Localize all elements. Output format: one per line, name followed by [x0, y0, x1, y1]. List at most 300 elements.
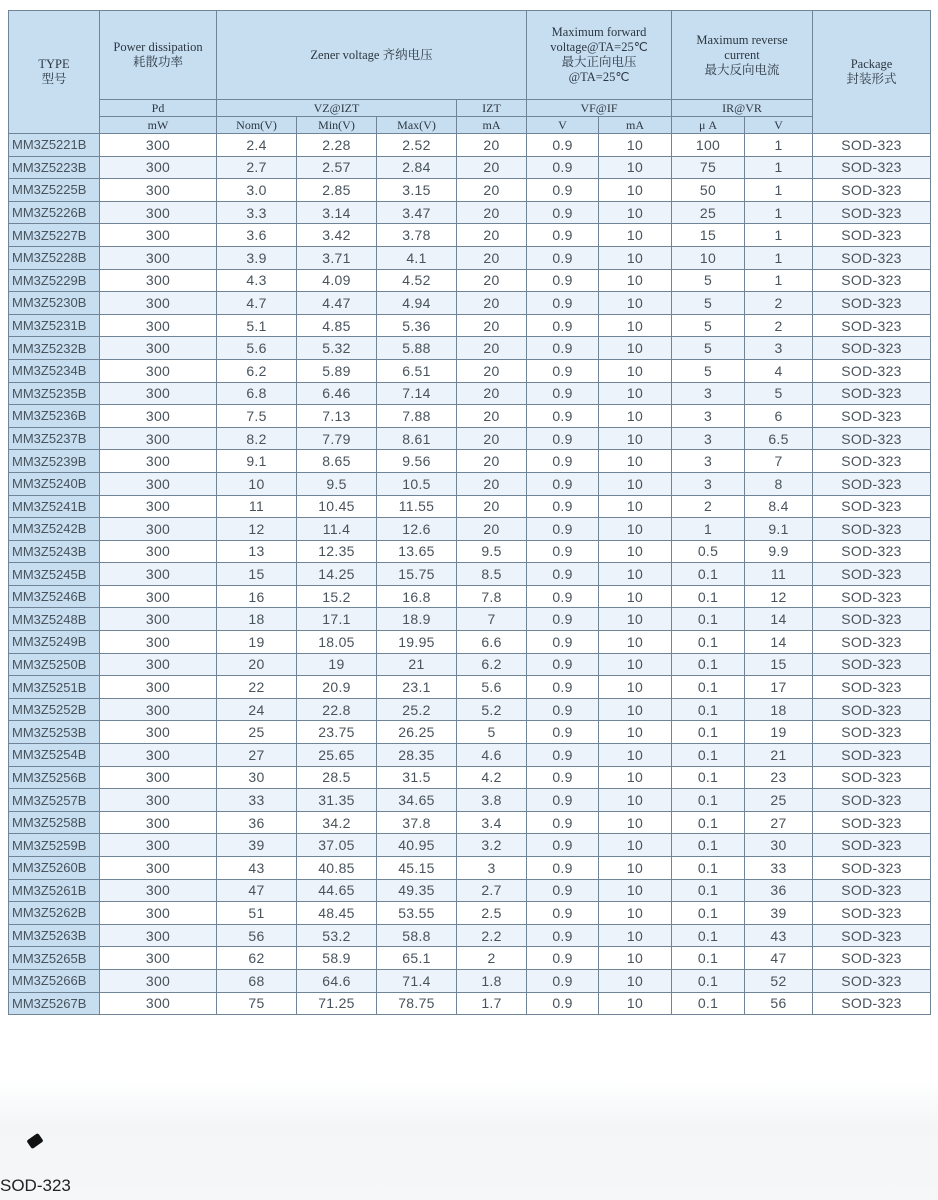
cell-vz-nom: 30 — [217, 766, 297, 789]
cell-izt: 20 — [457, 427, 527, 450]
table-row — [9, 585, 931, 608]
table-row — [9, 879, 931, 902]
cell-ir: 0.1 — [672, 585, 745, 608]
cell-type: MM3Z5241B — [9, 495, 100, 518]
unit-vr: V — [745, 117, 813, 134]
cell-vz-min: 7.13 — [297, 405, 377, 428]
symbol-pd: Pd — [100, 100, 217, 117]
cell-izt: 7.8 — [457, 585, 527, 608]
cell-vz-max: 26.25 — [377, 721, 457, 744]
cell-vz-max: 2.84 — [377, 156, 457, 179]
cell-vz-min: 14.25 — [297, 563, 377, 586]
cell-izt: 9.5 — [457, 540, 527, 563]
table-row — [9, 292, 931, 315]
cell-vz-max: 78.75 — [377, 992, 457, 1015]
cell-vf: 0.9 — [527, 450, 599, 473]
cell-izt: 20 — [457, 156, 527, 179]
cell-vz-nom: 24 — [217, 698, 297, 721]
table-row — [9, 857, 931, 880]
cell-type: MM3Z5253B — [9, 721, 100, 744]
cell-if: 10 — [599, 857, 672, 880]
cell-vz-min: 4.47 — [297, 292, 377, 315]
cell-type: MM3Z5254B — [9, 744, 100, 767]
cell-izt: 20 — [457, 472, 527, 495]
cell-vr: 12 — [745, 585, 813, 608]
cell-if: 10 — [599, 472, 672, 495]
cell-vz-nom: 15 — [217, 563, 297, 586]
cell-ir: 0.1 — [672, 676, 745, 699]
cell-if: 10 — [599, 969, 672, 992]
cell-if: 10 — [599, 789, 672, 812]
table-row — [9, 472, 931, 495]
cell-vr: 1 — [745, 246, 813, 269]
cell-package: SOD-323 — [813, 472, 931, 495]
cell-vz-max: 37.8 — [377, 811, 457, 834]
cell-pd: 300 — [100, 427, 217, 450]
cell-vz-min: 53.2 — [297, 924, 377, 947]
cell-izt: 1.7 — [457, 992, 527, 1015]
cell-izt: 20 — [457, 359, 527, 382]
cell-vr: 14 — [745, 631, 813, 654]
cell-ir: 0.1 — [672, 744, 745, 767]
cell-type: MM3Z5225B — [9, 179, 100, 202]
cell-izt: 4.2 — [457, 766, 527, 789]
cell-type: MM3Z5260B — [9, 857, 100, 880]
cell-vf: 0.9 — [527, 246, 599, 269]
cell-vz-min: 23.75 — [297, 721, 377, 744]
cell-vz-max: 28.35 — [377, 744, 457, 767]
cell-vf: 0.9 — [527, 427, 599, 450]
cell-vr: 36 — [745, 879, 813, 902]
cell-pd: 300 — [100, 382, 217, 405]
cell-vz-min: 28.5 — [297, 766, 377, 789]
cell-izt: 20 — [457, 314, 527, 337]
cell-vf: 0.9 — [527, 969, 599, 992]
cell-vf: 0.9 — [527, 631, 599, 654]
cell-package: SOD-323 — [813, 789, 931, 812]
symbol-vz: VZ@IZT — [217, 100, 457, 117]
cell-vz-min: 4.09 — [297, 269, 377, 292]
unit-min: Min(V) — [297, 117, 377, 134]
cell-ir: 0.1 — [672, 924, 745, 947]
cell-pd: 300 — [100, 924, 217, 947]
cell-vr: 9.1 — [745, 518, 813, 541]
cell-pd: 300 — [100, 292, 217, 315]
cell-vf: 0.9 — [527, 472, 599, 495]
cell-vz-max: 12.6 — [377, 518, 457, 541]
cell-type: MM3Z5261B — [9, 879, 100, 902]
cell-package: SOD-323 — [813, 969, 931, 992]
cell-vz-max: 49.35 — [377, 879, 457, 902]
cell-pd: 300 — [100, 518, 217, 541]
cell-type: MM3Z5248B — [9, 608, 100, 631]
cell-package: SOD-323 — [813, 857, 931, 880]
cell-vz-max: 45.15 — [377, 857, 457, 880]
table-row — [9, 789, 931, 812]
cell-pd: 300 — [100, 450, 217, 473]
cell-izt: 20 — [457, 405, 527, 428]
cell-ir: 5 — [672, 337, 745, 360]
col-header-package — [813, 11, 931, 134]
symbol-izt: IZT — [457, 100, 527, 117]
cell-if: 10 — [599, 902, 672, 925]
cell-if: 10 — [599, 179, 672, 202]
cell-vr: 23 — [745, 766, 813, 789]
cell-if: 10 — [599, 495, 672, 518]
cell-vz-max: 7.88 — [377, 405, 457, 428]
cell-vr: 56 — [745, 992, 813, 1015]
table-row — [9, 450, 931, 473]
cell-if: 10 — [599, 359, 672, 382]
cell-izt: 20 — [457, 382, 527, 405]
cell-izt: 1.8 — [457, 969, 527, 992]
cell-pd: 300 — [100, 540, 217, 563]
cell-package: SOD-323 — [813, 224, 931, 247]
cell-vz-max: 4.94 — [377, 292, 457, 315]
cell-ir: 5 — [672, 314, 745, 337]
cell-ir: 3 — [672, 450, 745, 473]
cell-vz-min: 3.71 — [297, 246, 377, 269]
pd-en: Power dissipation — [113, 40, 203, 54]
cell-type: MM3Z5237B — [9, 427, 100, 450]
cell-vz-nom: 4.3 — [217, 269, 297, 292]
cell-vz-min: 2.57 — [297, 156, 377, 179]
cell-if: 10 — [599, 269, 672, 292]
unit-nom: Nom(V) — [217, 117, 297, 134]
cell-ir: 3 — [672, 382, 745, 405]
cell-vr: 27 — [745, 811, 813, 834]
cell-izt: 20 — [457, 495, 527, 518]
cell-vr: 30 — [745, 834, 813, 857]
cell-vz-nom: 5.6 — [217, 337, 297, 360]
table-row — [9, 631, 931, 654]
cell-package: SOD-323 — [813, 563, 931, 586]
cell-vz-max: 3.47 — [377, 201, 457, 224]
cell-vz-max: 8.61 — [377, 427, 457, 450]
cell-package: SOD-323 — [813, 992, 931, 1015]
table-row — [9, 359, 931, 382]
col-header-type — [9, 11, 100, 134]
cell-if: 10 — [599, 382, 672, 405]
cell-type: MM3Z5250B — [9, 653, 100, 676]
cell-vz-min: 64.6 — [297, 969, 377, 992]
cell-vf: 0.9 — [527, 563, 599, 586]
cell-izt: 2.7 — [457, 879, 527, 902]
cell-ir: 0.1 — [672, 631, 745, 654]
cell-vz-min: 8.65 — [297, 450, 377, 473]
table-row — [9, 947, 931, 970]
col-header-forward-voltage — [527, 11, 672, 100]
ir-cn: 最大反向电流 — [704, 62, 780, 77]
cell-package: SOD-323 — [813, 292, 931, 315]
cell-package: SOD-323 — [813, 834, 931, 857]
cell-if: 10 — [599, 676, 672, 699]
cell-if: 10 — [599, 563, 672, 586]
cell-package: SOD-323 — [813, 631, 931, 654]
cell-ir: 0.1 — [672, 834, 745, 857]
cell-package: SOD-323 — [813, 811, 931, 834]
cell-vr: 14 — [745, 608, 813, 631]
cell-vf: 0.9 — [527, 653, 599, 676]
cell-izt: 5 — [457, 721, 527, 744]
cell-vz-max: 19.95 — [377, 631, 457, 654]
table-row — [9, 246, 931, 269]
cell-izt: 8.5 — [457, 563, 527, 586]
cell-type: MM3Z5265B — [9, 947, 100, 970]
cell-vz-max: 7.14 — [377, 382, 457, 405]
cell-if: 10 — [599, 585, 672, 608]
cell-vz-nom: 6.2 — [217, 359, 297, 382]
cell-vf: 0.9 — [527, 269, 599, 292]
cell-vz-min: 25.65 — [297, 744, 377, 767]
cell-package: SOD-323 — [813, 676, 931, 699]
cell-pd: 300 — [100, 224, 217, 247]
cell-type: MM3Z5266B — [9, 969, 100, 992]
cell-ir: 0.5 — [672, 540, 745, 563]
cell-izt: 4.6 — [457, 744, 527, 767]
cell-vz-nom: 13 — [217, 540, 297, 563]
cell-if: 10 — [599, 631, 672, 654]
cell-pd: 300 — [100, 676, 217, 699]
cell-type: MM3Z5227B — [9, 224, 100, 247]
cell-vz-max: 31.5 — [377, 766, 457, 789]
unit-izt: mA — [457, 117, 527, 134]
symbol-vf: VF@IF — [527, 100, 672, 117]
cell-vz-nom: 18 — [217, 608, 297, 631]
cell-if: 10 — [599, 246, 672, 269]
cell-vf: 0.9 — [527, 314, 599, 337]
cell-vz-nom: 12 — [217, 518, 297, 541]
cell-izt: 20 — [457, 269, 527, 292]
cell-package: SOD-323 — [813, 201, 931, 224]
cell-pd: 300 — [100, 947, 217, 970]
cell-vz-min: 34.2 — [297, 811, 377, 834]
cell-vz-max: 4.52 — [377, 269, 457, 292]
cell-pd: 300 — [100, 563, 217, 586]
cell-izt: 20 — [457, 134, 527, 157]
cell-vz-max: 71.4 — [377, 969, 457, 992]
cell-izt: 20 — [457, 179, 527, 202]
cell-ir: 25 — [672, 201, 745, 224]
table-row — [9, 653, 931, 676]
cell-ir: 0.1 — [672, 563, 745, 586]
cell-vf: 0.9 — [527, 201, 599, 224]
unit-max: Max(V) — [377, 117, 457, 134]
cell-vr: 3 — [745, 337, 813, 360]
unit-pd: mW — [100, 117, 217, 134]
cell-type: MM3Z5257B — [9, 789, 100, 812]
cell-vz-nom: 36 — [217, 811, 297, 834]
cell-pd: 300 — [100, 789, 217, 812]
table-row — [9, 834, 931, 857]
table-row — [9, 201, 931, 224]
cell-vz-min: 3.14 — [297, 201, 377, 224]
cell-vz-nom: 3.3 — [217, 201, 297, 224]
table-row — [9, 337, 931, 360]
cell-vr: 5 — [745, 382, 813, 405]
cell-if: 10 — [599, 224, 672, 247]
cell-pd: 300 — [100, 653, 217, 676]
cell-package: SOD-323 — [813, 405, 931, 428]
cell-izt: 5.2 — [457, 698, 527, 721]
cell-izt: 3.4 — [457, 811, 527, 834]
cell-package: SOD-323 — [813, 653, 931, 676]
cell-vz-max: 34.65 — [377, 789, 457, 812]
cell-pd: 300 — [100, 631, 217, 654]
cell-package: SOD-323 — [813, 359, 931, 382]
cell-vz-nom: 5.1 — [217, 314, 297, 337]
cell-type: MM3Z5221B — [9, 134, 100, 157]
cell-ir: 0.1 — [672, 969, 745, 992]
table-row — [9, 698, 931, 721]
cell-ir: 0.1 — [672, 698, 745, 721]
cell-if: 10 — [599, 314, 672, 337]
cell-vz-min: 7.79 — [297, 427, 377, 450]
cell-izt: 20 — [457, 224, 527, 247]
cell-type: MM3Z5249B — [9, 631, 100, 654]
table-row — [9, 902, 931, 925]
table-row — [9, 314, 931, 337]
cell-vf: 0.9 — [527, 924, 599, 947]
cell-pd: 300 — [100, 721, 217, 744]
cell-vz-min: 58.9 — [297, 947, 377, 970]
cell-ir: 0.1 — [672, 721, 745, 744]
cell-if: 10 — [599, 992, 672, 1015]
cell-type: MM3Z5230B — [9, 292, 100, 315]
cell-vr: 18 — [745, 698, 813, 721]
cell-vz-min: 15.2 — [297, 585, 377, 608]
cell-ir: 0.1 — [672, 608, 745, 631]
cell-vz-min: 17.1 — [297, 608, 377, 631]
table-row — [9, 269, 931, 292]
cell-vr: 9.9 — [745, 540, 813, 563]
cell-izt: 20 — [457, 246, 527, 269]
cell-pd: 300 — [100, 134, 217, 157]
cell-vz-nom: 51 — [217, 902, 297, 925]
cell-type: MM3Z5256B — [9, 766, 100, 789]
cell-vr: 2 — [745, 292, 813, 315]
symbol-ir: IR@VR — [672, 100, 813, 117]
table-row — [9, 156, 931, 179]
cell-vz-min: 20.9 — [297, 676, 377, 699]
cell-vz-min: 10.45 — [297, 495, 377, 518]
cell-type: MM3Z5267B — [9, 992, 100, 1015]
cell-vr: 17 — [745, 676, 813, 699]
cell-vz-max: 11.55 — [377, 495, 457, 518]
table-row — [9, 224, 931, 247]
cell-vz-max: 2.52 — [377, 134, 457, 157]
cell-vr: 11 — [745, 563, 813, 586]
cell-vf: 0.9 — [527, 857, 599, 880]
cell-type: MM3Z5258B — [9, 811, 100, 834]
cell-package: SOD-323 — [813, 314, 931, 337]
cell-vz-max: 15.75 — [377, 563, 457, 586]
cell-type: MM3Z5252B — [9, 698, 100, 721]
cell-ir: 75 — [672, 156, 745, 179]
cell-package: SOD-323 — [813, 518, 931, 541]
cell-ir: 3 — [672, 427, 745, 450]
cell-vf: 0.9 — [527, 585, 599, 608]
cell-type: MM3Z5236B — [9, 405, 100, 428]
package-caption: SOD-323 — [0, 1176, 71, 1195]
cell-vz-min: 5.89 — [297, 359, 377, 382]
cell-package: SOD-323 — [813, 495, 931, 518]
cell-vr: 1 — [745, 156, 813, 179]
cell-vf: 0.9 — [527, 382, 599, 405]
cell-vr: 1 — [745, 201, 813, 224]
cell-vz-min: 2.28 — [297, 134, 377, 157]
cell-if: 10 — [599, 834, 672, 857]
cell-vz-max: 10.5 — [377, 472, 457, 495]
cell-vr: 19 — [745, 721, 813, 744]
cell-vz-nom: 33 — [217, 789, 297, 812]
cell-if: 10 — [599, 450, 672, 473]
vf-cn: 最大正向电压 — [561, 55, 637, 69]
cell-package: SOD-323 — [813, 246, 931, 269]
cell-vz-min: 11.4 — [297, 518, 377, 541]
cell-vz-min: 19 — [297, 653, 377, 676]
cell-type: MM3Z5263B — [9, 924, 100, 947]
cell-vz-max: 21 — [377, 653, 457, 676]
table-row — [9, 969, 931, 992]
pkg-en: Package — [850, 57, 893, 71]
cell-vr: 7 — [745, 450, 813, 473]
cell-if: 10 — [599, 201, 672, 224]
cell-vf: 0.9 — [527, 721, 599, 744]
cell-izt: 2.2 — [457, 924, 527, 947]
cell-pd: 300 — [100, 879, 217, 902]
cell-vz-nom: 6.8 — [217, 382, 297, 405]
table-row — [9, 992, 931, 1015]
cell-vz-min: 6.46 — [297, 382, 377, 405]
cell-vz-max: 13.65 — [377, 540, 457, 563]
cell-vr: 33 — [745, 857, 813, 880]
cell-izt: 3.2 — [457, 834, 527, 857]
cell-vz-nom: 2.4 — [217, 134, 297, 157]
cell-vz-max: 25.2 — [377, 698, 457, 721]
cell-ir: 5 — [672, 292, 745, 315]
cell-vz-max: 65.1 — [377, 947, 457, 970]
cell-vf: 0.9 — [527, 518, 599, 541]
cell-vz-min: 4.85 — [297, 314, 377, 337]
col-header-zener: Zener voltage 齐纳电压 — [217, 11, 527, 100]
cell-package: SOD-323 — [813, 766, 931, 789]
cell-vr: 4 — [745, 359, 813, 382]
table-row — [9, 721, 931, 744]
cell-vz-nom: 39 — [217, 834, 297, 857]
cell-vf: 0.9 — [527, 540, 599, 563]
cell-vz-nom: 8.2 — [217, 427, 297, 450]
cell-package: SOD-323 — [813, 269, 931, 292]
cell-vf: 0.9 — [527, 789, 599, 812]
cell-vz-nom: 10 — [217, 472, 297, 495]
cell-pd: 300 — [100, 472, 217, 495]
cell-if: 10 — [599, 292, 672, 315]
cell-pd: 300 — [100, 246, 217, 269]
cell-vz-min: 44.65 — [297, 879, 377, 902]
cell-vf: 0.9 — [527, 811, 599, 834]
cell-vr: 25 — [745, 789, 813, 812]
cell-pd: 300 — [100, 992, 217, 1015]
cell-package: SOD-323 — [813, 879, 931, 902]
cell-if: 10 — [599, 698, 672, 721]
cell-package: SOD-323 — [813, 585, 931, 608]
cell-vf: 0.9 — [527, 495, 599, 518]
cell-package: SOD-323 — [813, 156, 931, 179]
cell-vz-nom: 9.1 — [217, 450, 297, 473]
cell-pd: 300 — [100, 902, 217, 925]
cell-ir: 5 — [672, 269, 745, 292]
